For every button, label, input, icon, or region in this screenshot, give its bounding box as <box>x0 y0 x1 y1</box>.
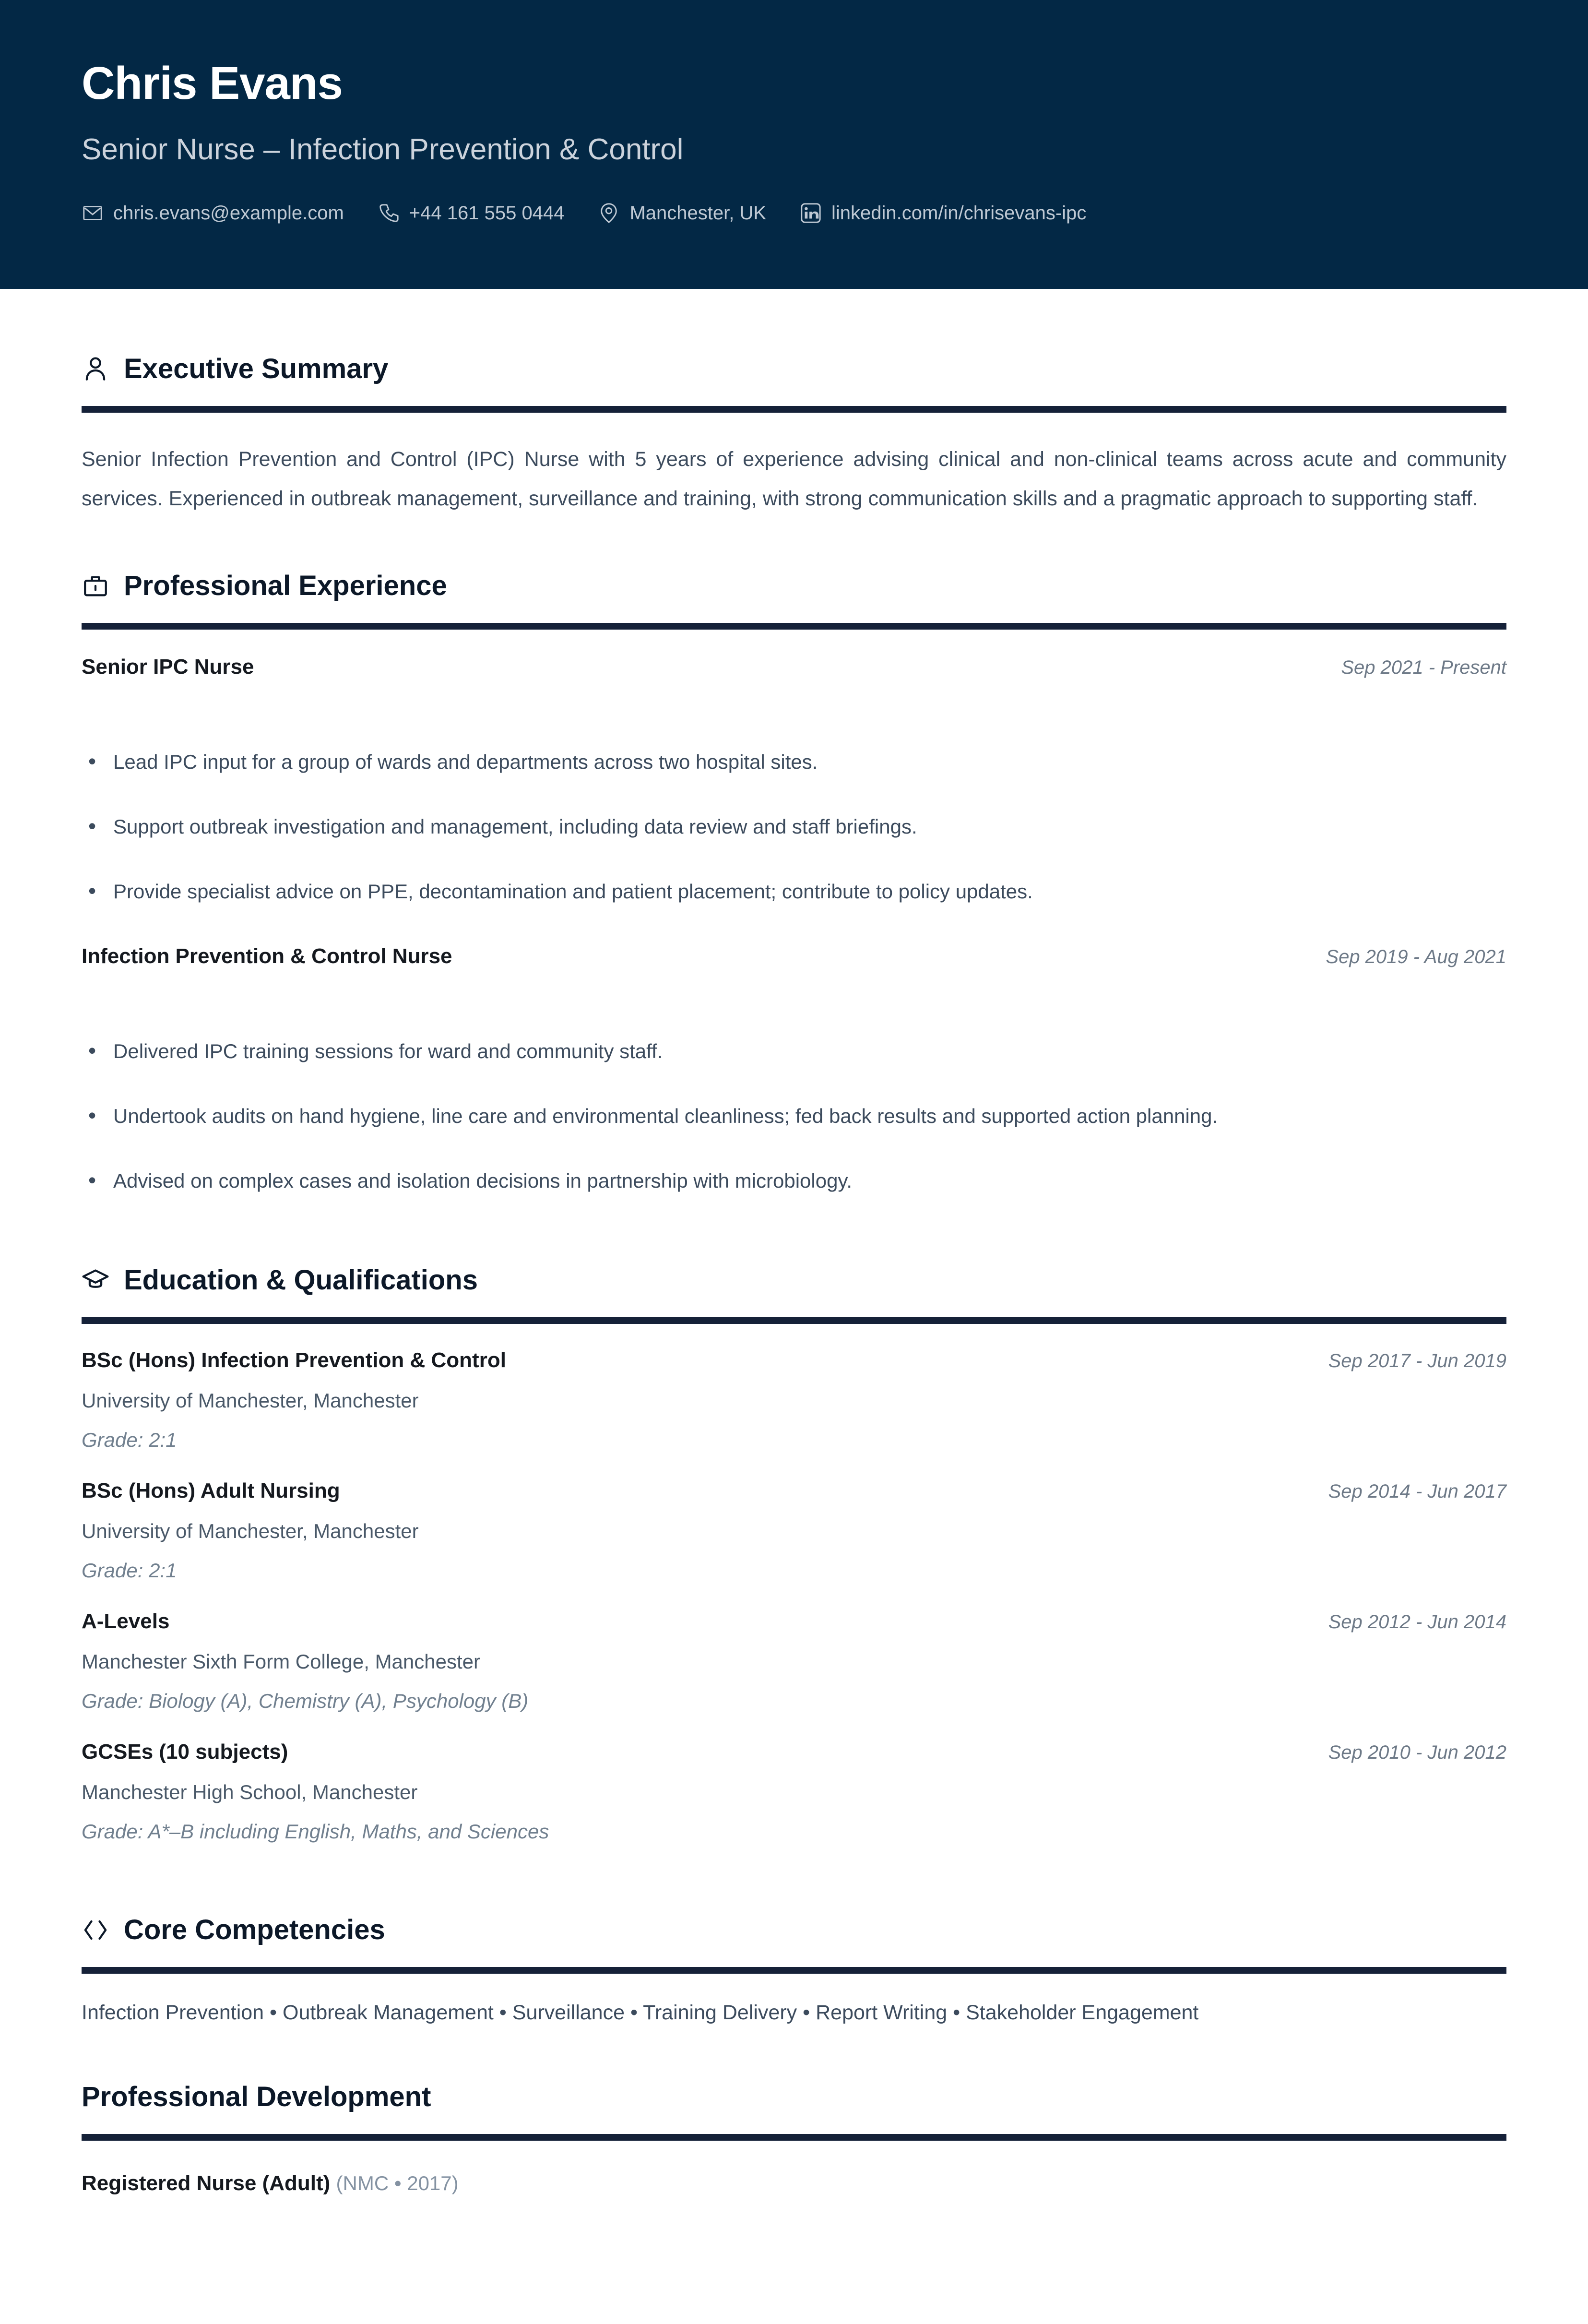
email-icon <box>82 202 104 224</box>
section-heading-row <box>82 354 1506 384</box>
job-bullet-list <box>82 1039 1506 1193</box>
education-entry <box>82 1478 1506 1582</box>
credential-line <box>82 2171 1506 2195</box>
job-dates: Sep 2021 - Present <box>1341 657 1506 678</box>
job-bullet: • Undertook audits on hand hygiene, line care and environmental cleanliness; fed back results and supported action planning. <box>82 1104 1506 1129</box>
location-icon <box>598 202 620 224</box>
education-title: GCSEs (10 subjects) <box>82 1740 288 1764</box>
job-bullet-list <box>82 750 1506 904</box>
person-headline: Senior Nurse – Infection Prevention & Control <box>82 132 684 166</box>
contact-email-text: chris.evans@example.com <box>113 202 344 224</box>
education-entry <box>82 1348 1506 1452</box>
education-school: University of Manchester, Manchester <box>82 1520 419 1542</box>
education-grade: Grade: Biology (A), Chemistry (A), Psychology (B) <box>82 1690 529 1712</box>
briefcase-icon <box>82 572 109 600</box>
contact-location <box>598 202 766 224</box>
job-title: Infection Prevention & Control Nurse <box>82 944 452 968</box>
education-title: A-Levels <box>82 1609 170 1633</box>
education-school: University of Manchester, Manchester <box>82 1389 419 1412</box>
contact-linkedin[interactable] <box>800 202 1086 224</box>
section-divider <box>82 1967 1506 1974</box>
education-dates: Sep 2017 - Jun 2019 <box>1328 1350 1506 1371</box>
credential-name: Registered Nurse (Adult) <box>82 2171 331 2195</box>
code-icon <box>82 1916 109 1944</box>
section-title: Core Competencies <box>124 1914 385 1945</box>
education-grade: Grade: A*–B including English, Maths, and Sciences <box>82 1820 549 1843</box>
section-title: Executive Summary <box>124 353 389 384</box>
education-dates: Sep 2014 - Jun 2017 <box>1328 1481 1506 1502</box>
job-entry <box>82 655 1506 904</box>
education-school: Manchester Sixth Form College, Manchester <box>82 1650 480 1673</box>
education-header-row <box>82 1740 1506 1764</box>
section-divider <box>82 2134 1506 2141</box>
section-heading-row <box>82 2082 1506 2112</box>
education-header-row <box>82 1478 1506 1503</box>
job-header-row <box>82 655 1506 679</box>
education-title: BSc (Hons) Adult Nursing <box>82 1479 340 1502</box>
job-dates: Sep 2019 - Aug 2021 <box>1326 946 1506 967</box>
graduation-cap-icon <box>82 1266 109 1294</box>
education-entry <box>82 1609 1506 1713</box>
education-school: Manchester High School, Manchester <box>82 1781 418 1803</box>
education-dates: Sep 2012 - Jun 2014 <box>1328 1611 1506 1633</box>
contact-linkedin-text: linkedin.com/in/chrisevans-ipc <box>831 202 1087 224</box>
section-divider <box>82 406 1506 413</box>
education-grade: Grade: 2:1 <box>82 1429 177 1451</box>
section-title: Education & Qualifications <box>124 1264 478 1296</box>
resume-body <box>0 354 1588 2195</box>
education-grade: Grade: 2:1 <box>82 1559 177 1582</box>
section-divider <box>82 1317 1506 1324</box>
contact-phone[interactable] <box>378 202 565 224</box>
education-header-row <box>82 1348 1506 1373</box>
contact-email[interactable] <box>82 202 344 224</box>
section-divider <box>82 623 1506 630</box>
education-header-row <box>82 1609 1506 1634</box>
section-title: Professional Experience <box>124 570 447 601</box>
job-bullet: • Support outbreak investigation and management, including data review and staff briefings. <box>82 814 1506 839</box>
person-icon <box>82 355 109 383</box>
job-entry <box>82 944 1506 1193</box>
section-executive-summary <box>82 354 1506 518</box>
job-bullet: • Provide specialist advice on PPE, decontamination and patient placement; contribute to policy updates. <box>82 879 1506 904</box>
contact-phone-text: +44 161 555 0444 <box>409 202 565 224</box>
phone-icon <box>378 202 400 224</box>
job-bullet: • Advised on complex cases and isolation decisions in partnership with microbiology. <box>82 1168 1506 1193</box>
section-heading-row <box>82 1265 1506 1295</box>
job-bullet: • Delivered IPC training sessions for ward and community staff. <box>82 1039 1506 1064</box>
header <box>0 0 1588 289</box>
competencies-line: Infection Prevention • Outbreak Management • Surveillance • Training Delivery • Report Writing • Stakeholder Engagement <box>82 2001 1199 2024</box>
contact-location-text: Manchester, UK <box>629 202 767 224</box>
section-title: Professional Development <box>82 2081 431 2112</box>
section-professional-experience <box>82 571 1506 1193</box>
summary-paragraph: Senior Infection Prevention and Control (IPC) Nurse with 5 years of experience advising clinical and non-clinical teams across acute and community services. Experienced in outbreak management, surveillance and training, with strong communication skills and a pragmatic approach to supporting staff. <box>82 448 1506 510</box>
person-name: Chris Evans <box>82 58 343 109</box>
credential-detail: (NMC • 2017) <box>336 2172 459 2194</box>
section-heading-row <box>82 571 1506 601</box>
section-education <box>82 1265 1506 1843</box>
job-bullet: • Lead IPC input for a group of wards and departments across two hospital sites. <box>82 750 1506 775</box>
linkedin-icon <box>800 202 822 224</box>
section-professional-development <box>82 2082 1506 2195</box>
section-core-competencies <box>82 1915 1506 2025</box>
section-heading-row <box>82 1915 1506 1945</box>
education-list <box>82 1348 1506 1843</box>
education-dates: Sep 2010 - Jun 2012 <box>1328 1742 1506 1763</box>
education-title: BSc (Hons) Infection Prevention & Control <box>82 1348 506 1372</box>
job-title: Senior IPC Nurse <box>82 655 254 679</box>
education-entry <box>82 1740 1506 1843</box>
contact-row <box>82 202 1506 224</box>
job-header-row <box>82 944 1506 969</box>
